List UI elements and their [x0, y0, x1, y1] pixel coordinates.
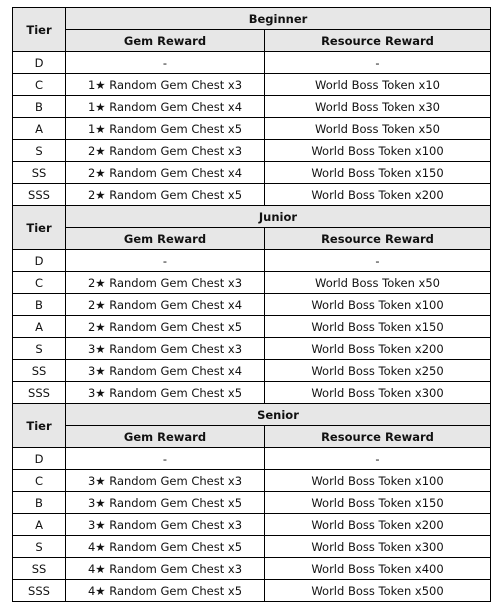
gem-reward-cell: 2★ Random Gem Chest x4	[66, 294, 265, 316]
gem-reward-cell: 1★ Random Gem Chest x4	[66, 96, 265, 118]
table-row	[13, 558, 491, 580]
tier-cell: D	[13, 52, 66, 74]
gem-reward-cell: 2★ Random Gem Chest x5	[66, 184, 265, 206]
gem-reward-cell: 2★ Random Gem Chest x3	[66, 140, 265, 162]
tier-cell: C	[13, 272, 66, 294]
resource-reward-cell: World Boss Token x100	[265, 294, 491, 316]
tier-cell: SS	[13, 162, 66, 184]
gem-reward-cell: 3★ Random Gem Chest x5	[66, 492, 265, 514]
resource-reward-header: Resource Reward	[265, 30, 491, 52]
gem-reward-header: Gem Reward	[66, 30, 265, 52]
section-senior	[13, 404, 491, 602]
resource-reward-cell: World Boss Token x200	[265, 184, 491, 206]
tier-cell: S	[13, 140, 66, 162]
resource-reward-cell: World Boss Token x250	[265, 360, 491, 382]
reward-table	[12, 7, 491, 602]
gem-reward-cell: 4★ Random Gem Chest x5	[66, 580, 265, 602]
gem-reward-cell: 3★ Random Gem Chest x4	[66, 360, 265, 382]
tier-cell: S	[13, 536, 66, 558]
table-row	[13, 470, 491, 492]
tier-cell: SSS	[13, 184, 66, 206]
tier-cell: B	[13, 294, 66, 316]
gem-reward-cell: 1★ Random Gem Chest x3	[66, 74, 265, 96]
table-row	[13, 536, 491, 558]
table-row	[13, 294, 491, 316]
tier-cell: A	[13, 118, 66, 140]
table-row	[13, 184, 491, 206]
resource-reward-cell: -	[265, 250, 491, 272]
tier-cell: A	[13, 316, 66, 338]
table-row	[13, 162, 491, 184]
tier-cell: B	[13, 492, 66, 514]
gem-reward-cell: 3★ Random Gem Chest x5	[66, 382, 265, 404]
tier-cell: S	[13, 338, 66, 360]
tier-cell: SS	[13, 558, 66, 580]
table-row	[13, 580, 491, 602]
gem-reward-cell: 3★ Random Gem Chest x3	[66, 514, 265, 536]
gem-reward-cell: -	[66, 448, 265, 470]
tier-cell: D	[13, 448, 66, 470]
resource-reward-cell: World Boss Token x10	[265, 74, 491, 96]
gem-reward-header: Gem Reward	[66, 426, 265, 448]
tier-header: Tier	[13, 8, 66, 52]
resource-reward-cell: World Boss Token x100	[265, 470, 491, 492]
section-title: Junior	[66, 206, 491, 228]
resource-reward-cell: World Boss Token x50	[265, 118, 491, 140]
resource-reward-cell: World Boss Token x150	[265, 492, 491, 514]
table-row	[13, 74, 491, 96]
section-junior	[13, 206, 491, 404]
gem-reward-cell: -	[66, 52, 265, 74]
gem-reward-cell: 3★ Random Gem Chest x3	[66, 470, 265, 492]
table-row	[13, 140, 491, 162]
table-row	[13, 250, 491, 272]
table-row	[13, 118, 491, 140]
section-title: Beginner	[66, 8, 491, 30]
gem-reward-cell: 4★ Random Gem Chest x3	[66, 558, 265, 580]
resource-reward-cell: World Boss Token x50	[265, 272, 491, 294]
table-row	[13, 316, 491, 338]
table-row	[13, 360, 491, 382]
gem-reward-cell: 4★ Random Gem Chest x5	[66, 536, 265, 558]
tier-cell: B	[13, 96, 66, 118]
table-row	[13, 448, 491, 470]
gem-reward-cell: 2★ Random Gem Chest x3	[66, 272, 265, 294]
resource-reward-header: Resource Reward	[265, 228, 491, 250]
resource-reward-cell: World Boss Token x100	[265, 140, 491, 162]
resource-reward-cell: -	[265, 448, 491, 470]
tier-cell: C	[13, 470, 66, 492]
tier-cell: SSS	[13, 382, 66, 404]
tier-header: Tier	[13, 404, 66, 448]
resource-reward-cell: World Boss Token x200	[265, 338, 491, 360]
table-row	[13, 492, 491, 514]
resource-reward-cell: World Boss Token x30	[265, 96, 491, 118]
resource-reward-header: Resource Reward	[265, 426, 491, 448]
gem-reward-header: Gem Reward	[66, 228, 265, 250]
gem-reward-cell: 2★ Random Gem Chest x5	[66, 316, 265, 338]
table-row	[13, 514, 491, 536]
section-title: Senior	[66, 404, 491, 426]
gem-reward-cell: -	[66, 250, 265, 272]
resource-reward-cell: World Boss Token x150	[265, 162, 491, 184]
gem-reward-cell: 3★ Random Gem Chest x3	[66, 338, 265, 360]
tier-header: Tier	[13, 206, 66, 250]
gem-reward-cell: 2★ Random Gem Chest x4	[66, 162, 265, 184]
table-row	[13, 382, 491, 404]
table-row	[13, 272, 491, 294]
resource-reward-cell: World Boss Token x400	[265, 558, 491, 580]
resource-reward-cell: World Boss Token x300	[265, 536, 491, 558]
tier-cell: SSS	[13, 580, 66, 602]
tier-cell: SS	[13, 360, 66, 382]
table-row	[13, 52, 491, 74]
table-row	[13, 338, 491, 360]
table-row	[13, 96, 491, 118]
gem-reward-cell: 1★ Random Gem Chest x5	[66, 118, 265, 140]
section-beginner	[13, 8, 491, 206]
resource-reward-cell: World Boss Token x150	[265, 316, 491, 338]
resource-reward-cell: World Boss Token x200	[265, 514, 491, 536]
tier-cell: A	[13, 514, 66, 536]
tier-cell: D	[13, 250, 66, 272]
resource-reward-cell: World Boss Token x500	[265, 580, 491, 602]
resource-reward-cell: -	[265, 52, 491, 74]
tier-cell: C	[13, 74, 66, 96]
resource-reward-cell: World Boss Token x300	[265, 382, 491, 404]
